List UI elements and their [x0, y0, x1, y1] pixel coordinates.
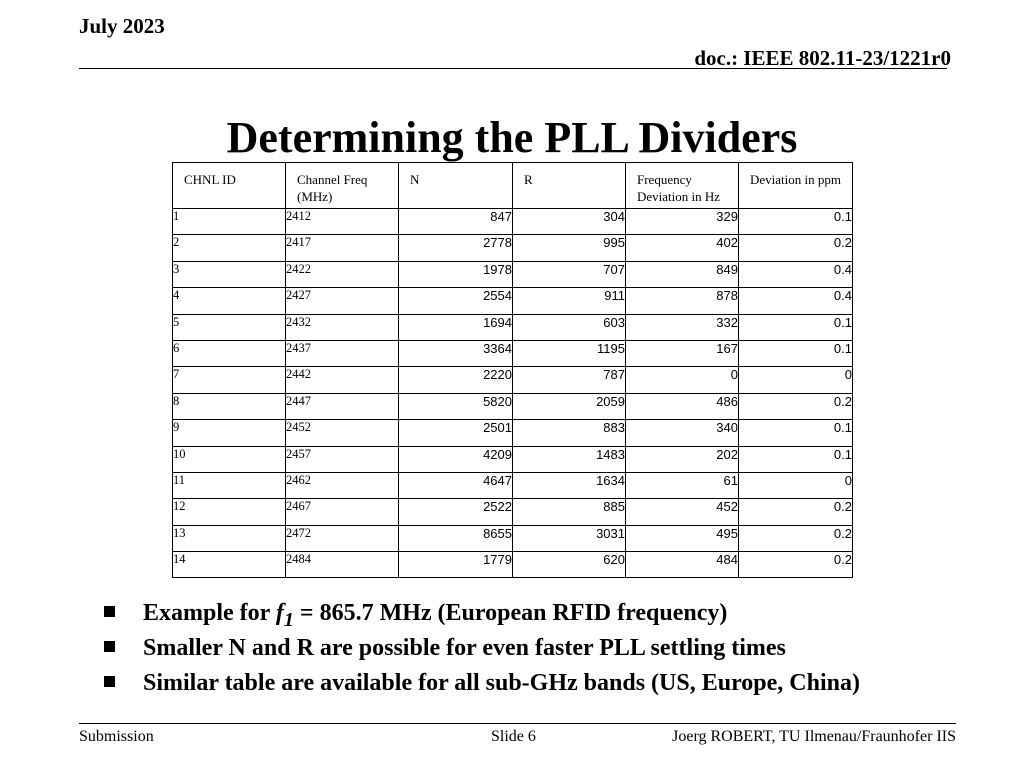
cell-chnl-id: 8 — [173, 393, 286, 419]
cell-r: 3031 — [513, 525, 626, 551]
square-bullet-icon — [104, 676, 115, 687]
column-header-freq-deviation-hz: Frequency Deviation in Hz — [626, 163, 739, 209]
bullet-item — [104, 667, 860, 702]
cell-deviation-ppm: 0.2 — [739, 525, 853, 551]
cell-r: 1195 — [513, 340, 626, 366]
bullet-item — [104, 597, 860, 632]
cell-freq-deviation-hz: 484 — [626, 552, 739, 578]
cell-r: 1634 — [513, 472, 626, 498]
cell-r: 787 — [513, 367, 626, 393]
table-row — [173, 472, 853, 498]
cell-channel-freq: 2484 — [286, 552, 399, 578]
cell-deviation-ppm: 0.2 — [739, 499, 853, 525]
table-row — [173, 235, 853, 261]
bullet-text: Example for — [143, 600, 276, 626]
cell-n: 1694 — [399, 314, 513, 340]
footer-divider — [79, 723, 956, 724]
footer-slide-number: Slide 6 — [491, 728, 536, 745]
table-row — [173, 420, 853, 446]
cell-chnl-id: 6 — [173, 340, 286, 366]
cell-chnl-id: 14 — [173, 552, 286, 578]
cell-chnl-id: 11 — [173, 472, 286, 498]
cell-chnl-id: 10 — [173, 446, 286, 472]
table-row — [173, 340, 853, 366]
cell-freq-deviation-hz: 61 — [626, 472, 739, 498]
cell-n: 4209 — [399, 446, 513, 472]
slide-title: Determining the PLL Dividers — [226, 113, 798, 162]
math-frequency-f1 — [275, 600, 294, 631]
bullet-item — [104, 632, 860, 667]
cell-n: 2778 — [399, 235, 513, 261]
header-doc-id: doc.: IEEE 802.11-23/1221r0 — [694, 46, 951, 70]
table-row — [173, 446, 853, 472]
cell-channel-freq: 2457 — [286, 446, 399, 472]
column-header-r: R — [513, 163, 626, 209]
cell-r: 603 — [513, 314, 626, 340]
cell-r: 911 — [513, 288, 626, 314]
cell-freq-deviation-hz: 849 — [626, 261, 739, 287]
table-row — [173, 209, 853, 235]
bullet-text: MHz (European RFID frequency) — [373, 600, 728, 626]
cell-deviation-ppm: 0.2 — [739, 235, 853, 261]
cell-r: 883 — [513, 420, 626, 446]
cell-chnl-id: 4 — [173, 288, 286, 314]
cell-channel-freq: 2427 — [286, 288, 399, 314]
cell-freq-deviation-hz: 452 — [626, 499, 739, 525]
table-row — [173, 552, 853, 578]
table-row — [173, 314, 853, 340]
cell-channel-freq: 2467 — [286, 499, 399, 525]
cell-r: 1483 — [513, 446, 626, 472]
table-row — [173, 525, 853, 551]
footer-author: Joerg ROBERT, TU Ilmenau/Fraunhofer IIS — [672, 728, 956, 745]
table-header-row — [173, 163, 853, 209]
cell-deviation-ppm: 0.1 — [739, 209, 853, 235]
cell-freq-deviation-hz: 486 — [626, 393, 739, 419]
header-divider — [79, 68, 947, 69]
cell-chnl-id: 2 — [173, 235, 286, 261]
table-row — [173, 288, 853, 314]
cell-freq-deviation-hz: 167 — [626, 340, 739, 366]
cell-deviation-ppm: 0.1 — [739, 420, 853, 446]
cell-n: 1779 — [399, 552, 513, 578]
cell-channel-freq: 2462 — [286, 472, 399, 498]
cell-n: 8655 — [399, 525, 513, 551]
cell-deviation-ppm: 0.1 — [739, 314, 853, 340]
square-bullet-icon — [104, 641, 115, 652]
cell-freq-deviation-hz: 332 — [626, 314, 739, 340]
cell-freq-deviation-hz: 402 — [626, 235, 739, 261]
cell-deviation-ppm: 0.2 — [739, 552, 853, 578]
header-date: July 2023 — [79, 14, 165, 38]
cell-deviation-ppm: 0 — [739, 367, 853, 393]
cell-n: 5820 — [399, 393, 513, 419]
table-row — [173, 261, 853, 287]
cell-chnl-id: 7 — [173, 367, 286, 393]
cell-freq-deviation-hz: 878 — [626, 288, 739, 314]
cell-n: 4647 — [399, 472, 513, 498]
cell-chnl-id: 1 — [173, 209, 286, 235]
cell-n: 1978 — [399, 261, 513, 287]
table-row — [173, 499, 853, 525]
column-header-n: N — [399, 163, 513, 209]
cell-chnl-id: 3 — [173, 261, 286, 287]
cell-channel-freq: 2422 — [286, 261, 399, 287]
cell-channel-freq: 2412 — [286, 209, 399, 235]
column-header-channel-freq: Channel Freq (MHz) — [286, 163, 399, 209]
cell-r: 707 — [513, 261, 626, 287]
math-subscript: 1 — [283, 608, 294, 631]
cell-deviation-ppm: 0 — [739, 472, 853, 498]
cell-freq-deviation-hz: 495 — [626, 525, 739, 551]
cell-freq-deviation-hz: 202 — [626, 446, 739, 472]
cell-chnl-id: 9 — [173, 420, 286, 446]
cell-channel-freq: 2417 — [286, 235, 399, 261]
cell-chnl-id: 5 — [173, 314, 286, 340]
cell-deviation-ppm: 0.1 — [739, 446, 853, 472]
math-symbol: f — [275, 600, 284, 626]
cell-deviation-ppm: 0.4 — [739, 288, 853, 314]
cell-deviation-ppm: 0.1 — [739, 340, 853, 366]
cell-n: 2522 — [399, 499, 513, 525]
square-bullet-icon — [104, 606, 115, 617]
cell-n: 847 — [399, 209, 513, 235]
cell-channel-freq: 2442 — [286, 367, 399, 393]
cell-chnl-id: 12 — [173, 499, 286, 525]
cell-freq-deviation-hz: 340 — [626, 420, 739, 446]
bullet-text: Smaller N and R are possible for even faster PLL settling times — [143, 635, 786, 661]
cell-deviation-ppm: 0.4 — [739, 261, 853, 287]
cell-channel-freq: 2452 — [286, 420, 399, 446]
column-header-deviation-ppm: Deviation in ppm — [739, 163, 853, 209]
math-value: = 865.7 — [293, 600, 374, 626]
table-body — [173, 209, 853, 578]
table-row — [173, 393, 853, 419]
bullet-list — [104, 597, 860, 702]
cell-n: 2220 — [399, 367, 513, 393]
footer-submission: Submission — [79, 728, 154, 745]
cell-deviation-ppm: 0.2 — [739, 393, 853, 419]
cell-r: 995 — [513, 235, 626, 261]
cell-channel-freq: 2432 — [286, 314, 399, 340]
cell-channel-freq: 2437 — [286, 340, 399, 366]
cell-freq-deviation-hz: 0 — [626, 367, 739, 393]
pll-divider-table — [172, 162, 853, 578]
bullet-text: Similar table are available for all sub-GHz bands (US, Europe, China) — [143, 670, 860, 696]
cell-channel-freq: 2447 — [286, 393, 399, 419]
cell-r: 304 — [513, 209, 626, 235]
table-row — [173, 367, 853, 393]
cell-r: 620 — [513, 552, 626, 578]
cell-n: 2554 — [399, 288, 513, 314]
cell-chnl-id: 13 — [173, 525, 286, 551]
cell-r: 885 — [513, 499, 626, 525]
cell-freq-deviation-hz: 329 — [626, 209, 739, 235]
cell-r: 2059 — [513, 393, 626, 419]
column-header-chnl-id: CHNL ID — [173, 163, 286, 209]
cell-n: 2501 — [399, 420, 513, 446]
cell-n: 3364 — [399, 340, 513, 366]
cell-channel-freq: 2472 — [286, 525, 399, 551]
